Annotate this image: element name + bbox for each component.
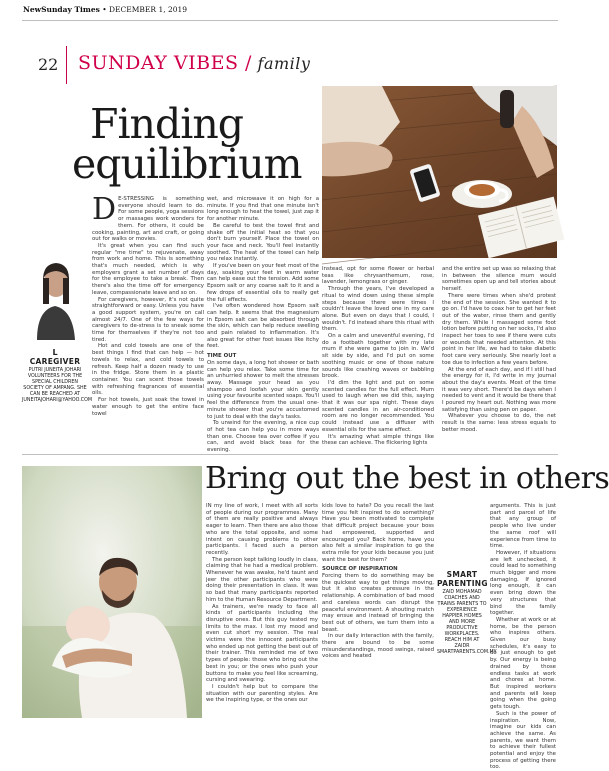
article2-col2-p3: In our daily interaction with the family, there are bound to be some misunderstandings, mood swings, raised voices and heated xyxy=(322,633,434,660)
article-divider xyxy=(22,454,558,455)
issue-date: • DECEMBER 1, 2019 xyxy=(102,5,188,14)
article2-column-3 xyxy=(490,503,556,771)
byline-smart: SMART xyxy=(446,570,478,579)
article2-col3-p1: arguments. This is just part and parcel of life that any group of people who live under the same roof will experience from time to time. xyxy=(490,503,556,550)
article2-col1-p4: I couldn't help but to compare the situation with our parenting styles. Are we the inspiring type, or the ones our xyxy=(206,683,318,704)
article2-col3-p4: Such is the power of inspiration. Now, imagine our kids can achieve the same. As parents, we want them to achieve their fullest potential and enjoy the process of getting there too. xyxy=(490,710,556,771)
page-number: 22 xyxy=(38,55,59,74)
article1-col3-p3: On a calm and uneventful evening, I'd do a footbath together with my late mum if she were game to join in. We'd sit side by side, and I'd put on some soothing music or one of those nature sounds like crashing waves or babbling brook. xyxy=(322,333,434,380)
article1-col4-p3: At the end of each day, and if I still had the energy for it, I'd write in my journal about the day's events. Most of the time it was very short. There'd be days when I needed to vent and it would be there that I poured my heart out. Nothing was more satisfying than using pen on paper. xyxy=(442,366,556,413)
columnist-portrait xyxy=(23,244,87,340)
columnist-photo xyxy=(23,244,87,340)
article2-col1-p1: IN my line of work, I meet with all sorts of people during our programmes. Many of them are really positive and always eager to learn. Then there are also those who are the total opposite, and some intent on causing problems to other participants. I faced such a person recently. xyxy=(206,503,318,556)
article1-col3-p4: I'd dim the light and put on some scented candles for the full effect. Mum used to laugh when we did this, saying that it was our spa night. These days scented candles in an air-conditioned room are no longer recommended. You could instead use a diffuser with essential oils for the same effect. xyxy=(322,379,434,433)
article1-col4-p2: There were times when she'd protest the end of the session. She wanted it to go on. I'd have to coax her to get her feet out of the water, rinse them and gently dry them. While I massaged some foot lotion before putting on her socks, I'd also inspect her toes to see if there were cuts or wounds that needed attention. At this point in her life, we had to take diabetic foot care very seriously. She nearly lost a toe due to infection a few years before. xyxy=(442,292,556,366)
article1-col2-p3: If you've been on your feet most of the day, soaking your feet in warm water can help ease out the tension. Add some Epsom salt or any coarse salt to it and a few drops of essential oils to really get the full effects. xyxy=(207,263,319,303)
byline-column-name: CAREGIVER xyxy=(29,357,81,366)
headline-bring-out-the-best: Bring out the best in others xyxy=(205,461,609,496)
masthead-rule xyxy=(22,20,558,21)
drop-cap-d: D xyxy=(92,192,117,227)
article2-col1-p3: As trainers, we're ready to face all kinds of participants including the disruptive ones. But this guy tested my limits to the max. I lost my mood and even cut short my session. The real victims were the innocent participants who ended up not getting the best out of their trainer. This reminded me of two types of people: those who bring out the best in you; or the ones who push your buttons to make you feel like screaming, cursing and swearing. xyxy=(206,603,318,684)
article2-col3-p3: Whether at work or at home, be the person who inspires others. Given our busy schedules, it's easy to do just enough to get by. Our energy is being drained by those endless tasks at work and chores at home. But inspired workers and parents will keep going when the going gets tough. xyxy=(490,616,556,711)
article1-column-1 xyxy=(92,192,204,428)
caregiver-byline xyxy=(22,348,93,404)
source-of-inspiration-subhead: SOURCE OF INSPIRATION xyxy=(322,566,398,573)
section-divider xyxy=(66,46,67,84)
article1-column-4 xyxy=(442,266,556,442)
headline-finding: Finding xyxy=(90,100,243,148)
article1-col3-p5: It's amazing what simple things like these can achieve. The flickering lights xyxy=(322,433,434,447)
article2-col1-p2: The person kept talking loudly in class, claiming that he had a medical problem. Whenever he was awake, he'd taunt and jeer the other participants who were doing their presentation in class. It was so bad that many participants reported him to the Human Resource Department. xyxy=(206,556,318,603)
article1-col1-p1: E-STRESSING is something everyone should learn to do. For some people, yoga sessions or massages work wonders for them. For others, it could be cooking, painting, art and craft, or going out for walks or movies. xyxy=(92,196,204,243)
section-name: SUNDAY VIBES xyxy=(78,52,239,74)
father-and-baby-photo xyxy=(22,466,202,718)
section-separator: / xyxy=(238,52,252,74)
article2-col3-p2: However, if situations are left unchecked, it could lead to something much bigger and more damaging. If ignored long enough, it can even bring down the very structures that bind the family together. xyxy=(490,549,556,617)
article1-col3-p1: Instead, opt for some flower or herbal teas like chrysanthemum, rose, lavender, lemongrass or ginger. xyxy=(322,266,434,286)
article1-col1-p2: It's great when you can find such regular "me time" to rejuvenate, away from work and home. This is something that's much needed, which is why employers grant a set number of days for the employee to take a break. Then there's also the time off for emergency leave, compassionate leave and so on. xyxy=(92,242,204,296)
article1-col4-p1: and the entire set up was so relaxing that in between the silence mum would sometimes open up and tell stories about herself. xyxy=(442,266,556,293)
article1-col2-p4: I've often wondered how Epsom salt can help. It seems that the magnesium in Epsom salt can be absorbed through the skin, which can help reduce swelling and pain related to inflammation. It's also great for other foot issues like itchy feet. xyxy=(207,303,319,350)
father-baby-illustration xyxy=(22,466,202,718)
article2-column-2 xyxy=(322,503,434,725)
article1-column-2 xyxy=(207,196,319,454)
article1-col2-p6: To unwind for the evening, a nice cup of hot tea can help you in more ways than one. Choose tea over coffee if you can, and avoid black teas for the evening. xyxy=(207,420,319,454)
article1-col1-p5: For hot towels, just soak the towel in water enough to get the entire face towel xyxy=(92,397,204,417)
tea-time-illustration xyxy=(322,86,557,258)
article1-col2-p5: On some days, a long hot shower or bath can help you relax. Take some time for an unhurried shower to melt the stresses away. Massage your head as you shampoo and loofah your skin gently using your favourite scented soaps. You'll feel the difference from the usual one-minute shower that you're accustomed to just to deal with the day's tasks. xyxy=(207,359,319,420)
article1-col2-p1: wet, and microwave it on high for a minute. If you find that one minute isn't long enough to heat the towel, just zap it for another minute. xyxy=(207,196,319,223)
newspaper-name: NewSunday Times xyxy=(23,5,100,14)
masthead xyxy=(23,5,187,14)
article2-col2-p2: Forcing them to do something may be the quickest way to get things moving, but it also creates pressure in the relationship. A combination of bad mood and careless words can disrupt the peaceful environment. A shouting match may ensue and instead of bringing the best out of others, we turn them into a beast. xyxy=(322,573,434,633)
article1-col1-p4: Hot and cold towels are one of the best things I find that can help — hot towels to relax, and cold towels to refresh. Keep half a dozen ready to use in the fridge. Store them in a plastic container. You can scent those towels with refreshing fragrances of essential oils. xyxy=(92,343,204,397)
byline-parenting: PARENTING xyxy=(437,579,488,588)
article2-col2-p1: kids love to hate? Do you recall the last time you felt inspired to do something? Have you been motivated to complete that difficult project because your boss had empowered, supported and encouraged you? Back home, have you also felt a similar inspiration to go the extra mile for your kids because you just want the best for them? xyxy=(322,503,434,563)
article1-col3-p2: Through the years, I've developed a ritual to wind down using these simple steps because there were times I couldn't leave the loved one in my care alone. But even on days that I could, I wouldn't. I'd instead share this ritual with them. xyxy=(322,286,434,333)
time-out-subhead: TIME OUT xyxy=(207,353,237,360)
tea-time-photo xyxy=(322,86,557,258)
article2-column-1 xyxy=(206,503,318,725)
byline-zaid-description: ZAID MOHAMAD COACHES AND TRAINS PARENTS TO EXPERIENCE HAPPIER HOMES AND MORE PRODUCTIVE WORKPLACES. REACH HIM AT ZAIDR SMARTPARENTS.COM.MY xyxy=(437,590,497,655)
smart-parenting-byline xyxy=(437,570,497,656)
section-title xyxy=(78,52,310,74)
article1-col2-p2: Be careful to test the towel first and shake off the initial heat so that you don't burn yourself. Place the towel on your face and neck. You'll feel instantly soothed. The heat of the towel can help you relax instantly. xyxy=(207,222,319,263)
article1-column-3 xyxy=(322,266,434,447)
headline-equilibrium: equilibrium xyxy=(72,140,302,188)
article1-col1-p3: For caregivers, however, it's not quite straightforward or easy. Unless you have a good support system, you're on call almost 24/7. One of the few ways for caregivers to de-stress is to sneak some time for themselves if they're not too tired. xyxy=(92,296,204,343)
section-subname: family xyxy=(251,54,311,73)
byline-description: PUTRI JUNEITA JOHARI VOLUNTEERS FOR THE SPECIAL CHILDREN SOCIETY OF AMPANG. SHE CAN BE REACHED AT JUNEITAJOHARI@YAHOO.COM xyxy=(22,368,93,403)
byline-initial: L xyxy=(52,348,58,357)
article1-col4-p4: Whatever you choose to do, the net result is the same: less stress equals to better mood. xyxy=(442,413,556,433)
